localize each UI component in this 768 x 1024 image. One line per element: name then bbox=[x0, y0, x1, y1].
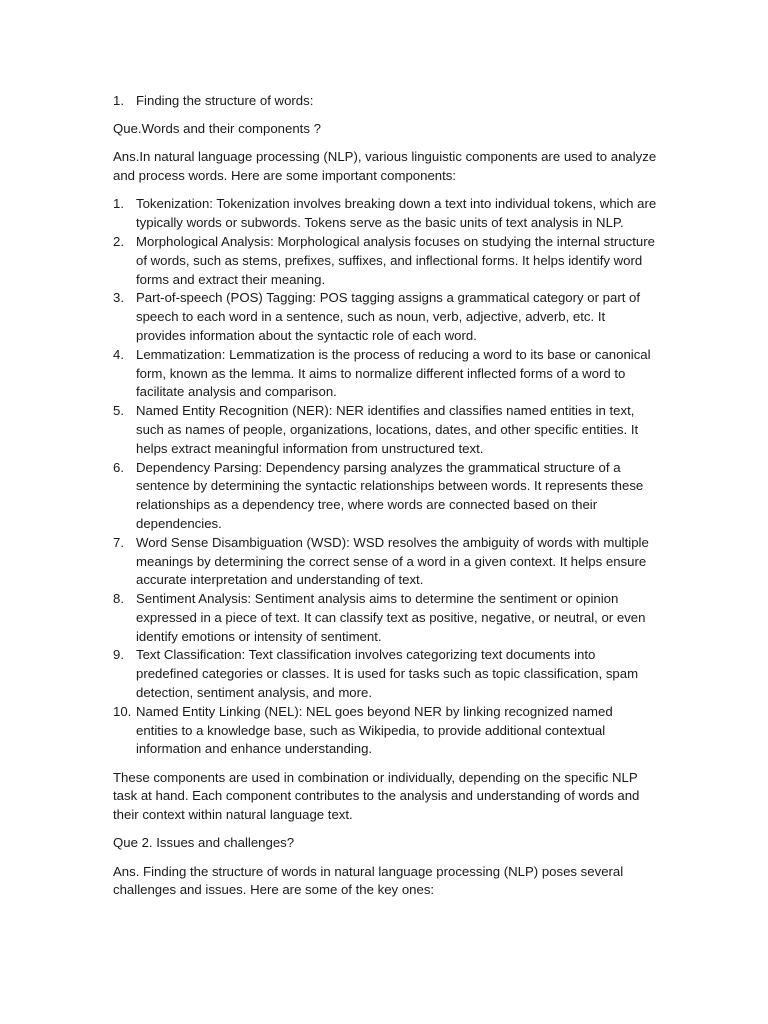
document-page bbox=[113, 92, 658, 900]
list-item-number: 9. bbox=[113, 647, 124, 663]
list-item-number: 1. bbox=[113, 196, 124, 212]
components-list bbox=[113, 195, 658, 759]
list-item bbox=[113, 534, 658, 590]
list-item-number: 2. bbox=[113, 233, 124, 249]
list-item-number: 3. bbox=[113, 290, 124, 306]
section-heading bbox=[113, 92, 658, 111]
list-item-text: Sentiment Analysis: Sentiment analysis aims to determine the sentiment or opinion expressed in a piece of text. It can classify text as positive, negative, or neutral, or even identify emotions or intensity of sentiment. bbox=[136, 591, 646, 644]
summary-paragraph: These components are used in combination or individually, depending on the specific NLP task at hand. Each component contributes to the analysis and understanding of words and their context within natural language text. bbox=[113, 769, 640, 823]
list-item-number: 5. bbox=[113, 403, 124, 419]
list-item-text: Named Entity Recognition (NER): NER identifies and classifies named entities in text, such as names of people, organizations, locations, dates, and other specific entities. It helps extract meaningful information from unstructured text. bbox=[136, 403, 639, 456]
list-item bbox=[113, 233, 658, 289]
answer-2: Ans. Finding the structure of words in natural language processing (NLP) poses several challenges and issues. Here are some of the key ones: bbox=[113, 863, 624, 898]
section-heading-text: Finding the structure of words: bbox=[136, 93, 314, 108]
list-item bbox=[113, 703, 658, 759]
list-item bbox=[113, 289, 658, 345]
list-item-text: Part-of-speech (POS) Tagging: POS tagging assigns a grammatical category or part of speech to each word in a sentence, such as noun, verb, adjective, adverb, etc. It provides information about the syntactic role of each word. bbox=[136, 290, 641, 343]
list-item bbox=[113, 195, 658, 233]
section-heading-number: 1. bbox=[113, 93, 124, 108]
list-item bbox=[113, 590, 658, 646]
list-item-number: 7. bbox=[113, 534, 124, 550]
answer-1: Ans.In natural language processing (NLP), various linguistic components are used to analyze and process words. Here are some important components: bbox=[113, 149, 657, 184]
list-item-text: Morphological Analysis: Morphological analysis focuses on studying the internal structure of words, such as stems, prefixes, suffixes, and inflectional forms. It helps identify word forms and extract their meaning. bbox=[136, 233, 655, 287]
list-item bbox=[113, 402, 658, 458]
list-item-text: Tokenization: Tokenization involves breaking down a text into individual tokens, which are typically words or subwords. Tokens serve as the basic units of text analysis in NLP. bbox=[136, 196, 657, 231]
list-item bbox=[113, 459, 658, 534]
question-1: Que.Words and their components ? bbox=[113, 121, 321, 137]
list-item-text: Named Entity Linking (NEL): NEL goes beyond NER by linking recognized named entities to a knowledge base, such as Wikipedia, to provide additional contextual information and enhance understanding. bbox=[136, 703, 613, 757]
list-item-text: Lemmatization: Lemmatization is the process of reducing a word to its base or canonical form, known as the lemma. It aims to normalize different inflected forms of a word to facilitate analysis and comparison. bbox=[136, 346, 651, 400]
question-2: Que 2. Issues and challenges? bbox=[113, 835, 295, 851]
list-item-number: 6. bbox=[113, 459, 124, 475]
list-item-text: Dependency Parsing: Dependency parsing analyzes the grammatical structure of a sentence by determining the syntactic relationships between words. It represents these relationships as a dependency tree, where words are connected based on their dependencies. bbox=[136, 459, 644, 531]
list-item-number: 4. bbox=[113, 346, 124, 362]
list-item-number: 8. bbox=[113, 591, 124, 607]
list-item-text: Text Classification: Text classification involves categorizing text documents into predefined categories or classes. It is used for tasks such as topic classification, spam detection, sentiment analysis, and more. bbox=[136, 647, 639, 701]
list-item bbox=[113, 646, 658, 702]
list-item-text: Word Sense Disambiguation (WSD): WSD resolves the ambiguity of words with multiple meanings by determining the correct sense of a word in a given context. It helps ensure accurate interpretation and understanding of text. bbox=[136, 534, 649, 588]
list-item bbox=[113, 346, 658, 402]
list-item-number: 10. bbox=[113, 703, 132, 719]
